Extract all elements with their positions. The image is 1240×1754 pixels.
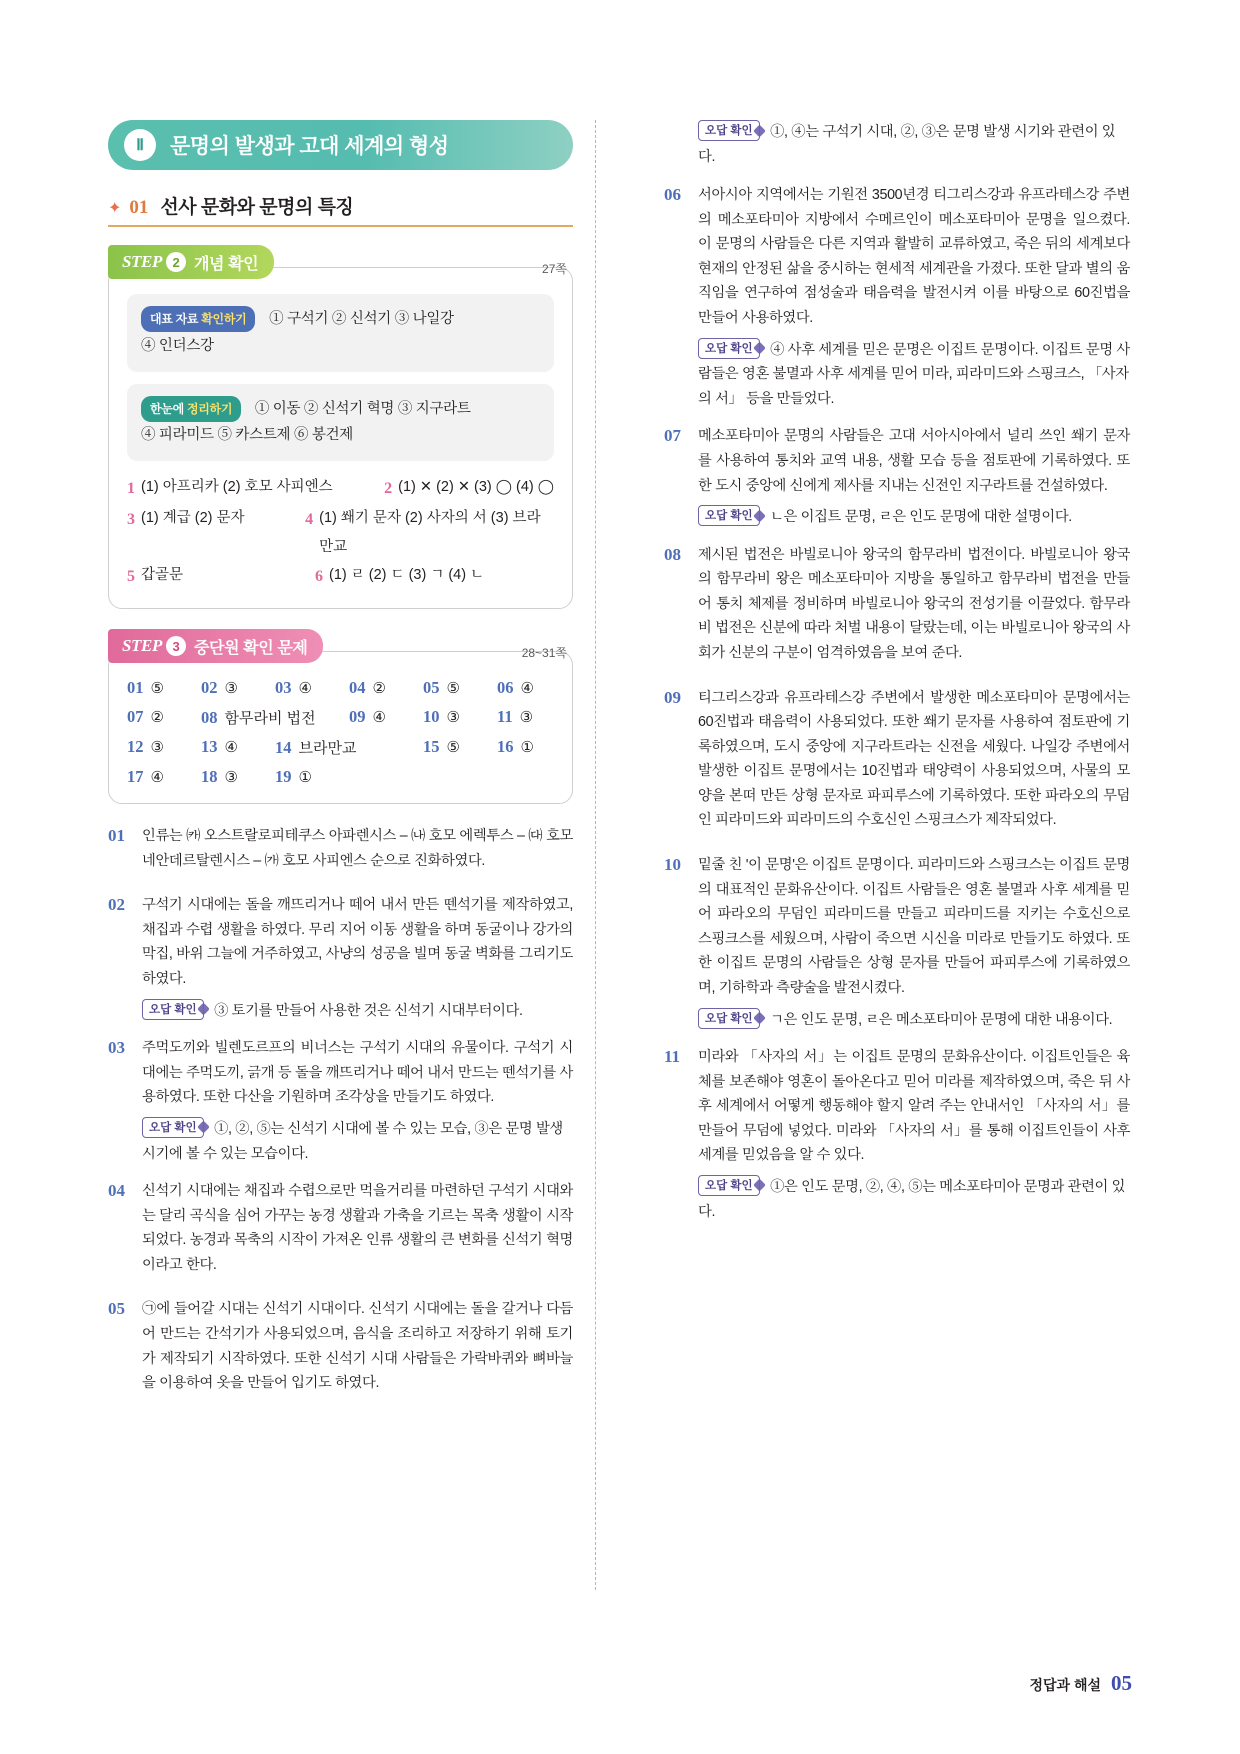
wrong-answer-badge: 오답 확인 bbox=[698, 505, 760, 526]
explanation-body bbox=[698, 424, 1130, 529]
answer-cell bbox=[275, 737, 423, 758]
answer-value: ⑤ bbox=[446, 739, 460, 757]
answer-value: ④ bbox=[298, 680, 312, 698]
step2-tag bbox=[108, 245, 274, 279]
answer-cell bbox=[423, 737, 497, 758]
answer-cell bbox=[497, 707, 533, 728]
explanation-body bbox=[142, 1036, 573, 1166]
explanation-body bbox=[698, 686, 1130, 840]
answer-cell bbox=[127, 707, 201, 728]
answer-value: 함무라비 법전 bbox=[224, 710, 316, 728]
step2-block-1-line1: ① 이동 ② 신석기 혁명 ③ 지구라트 bbox=[254, 400, 471, 417]
page-footer bbox=[1029, 1671, 1132, 1696]
unit-title: 문명의 발생과 고대 세계의 형성 bbox=[170, 135, 449, 158]
explanation-paragraph: 제시된 법전은 바빌로니아 왕국의 함무라비 법전이다. 바빌로니아 왕국의 함무라비 왕은 메소포타미아 지방을 통일하고 함무라비 법전을 만들어 통치 체제를 정비하며 바빌로니아 왕국의 전성기를 이끌었다. 함무라비 법전은 신분에 따라 처벌 내용이 달랐는데, 이는 바빌로니아 왕국의 사회가 신분의 구분이 엄격하였음을 보여 준다. bbox=[698, 546, 1130, 661]
answer-cell bbox=[275, 678, 349, 698]
step2-block-0 bbox=[127, 294, 554, 372]
answer-number: 07 bbox=[127, 707, 144, 727]
explanation-number: 04 bbox=[108, 1181, 125, 1201]
step2-answer-row bbox=[127, 504, 554, 561]
wrong-answer-text: ③ 토기를 만들어 사용한 것은 신석기 시대부터이다. bbox=[214, 1002, 523, 1019]
wrong-answer-text: ㄱ은 인도 문명, ㄹ은 메소포타미아 문명에 대한 내용이다. bbox=[770, 1011, 1113, 1028]
lesson-number: 01 bbox=[129, 197, 149, 218]
step2-block-1-line1-row bbox=[141, 396, 540, 423]
step2-word: STEP bbox=[122, 252, 162, 271]
step2-header bbox=[108, 245, 573, 279]
step2-answer-num: 3 bbox=[127, 511, 135, 529]
answer-cell bbox=[497, 737, 534, 758]
answer-number: 14 bbox=[275, 738, 292, 758]
wrong-answer-text: ①은 인도 문명, ②, ④, ⑤는 메소포타미아 문명과 관련이 있다. bbox=[698, 1178, 1126, 1220]
wrong-answer-badge: 오답 확인 bbox=[142, 999, 204, 1020]
spacer bbox=[664, 120, 698, 169]
step3-tag bbox=[108, 629, 323, 663]
answer-value: ③ bbox=[150, 739, 164, 757]
answer-number: 05 bbox=[423, 678, 440, 698]
answer-value: ① bbox=[298, 769, 312, 787]
answer-value: ② bbox=[372, 680, 386, 698]
answer-cell bbox=[275, 767, 349, 787]
step2-answer-text: 갑골문 bbox=[141, 566, 184, 583]
explanation-number: 02 bbox=[108, 895, 125, 915]
explanation-item bbox=[664, 543, 1130, 673]
answer-cell bbox=[349, 678, 423, 698]
explanation-number: 10 bbox=[664, 855, 681, 875]
wrong-answer-note bbox=[698, 1008, 1130, 1033]
explanation-number: 06 bbox=[664, 185, 681, 205]
step3-body bbox=[108, 651, 573, 804]
explanation-item bbox=[664, 853, 1130, 1032]
step2-block-1-line2: ④ 피라미드 ⑤ 카스트제 ⑥ 봉건제 bbox=[141, 427, 354, 444]
step2-block-1 bbox=[127, 384, 554, 462]
step2-answer-num: 5 bbox=[127, 567, 135, 585]
answer-number: 03 bbox=[275, 678, 292, 698]
step2-answer-text: (1) 아프리카 (2) 호모 사피엔스 bbox=[141, 479, 333, 496]
step2-block bbox=[108, 245, 573, 609]
answer-number: 01 bbox=[127, 678, 144, 698]
step2-answer-num: 6 bbox=[315, 567, 323, 585]
answer-row bbox=[127, 707, 554, 728]
step2-label: 개념 확인 bbox=[193, 255, 259, 273]
step2-answer-row bbox=[127, 561, 554, 592]
explanation-body bbox=[142, 1179, 573, 1284]
step3-digit: 3 bbox=[166, 636, 186, 656]
continued-note bbox=[664, 120, 1130, 169]
answer-cell bbox=[201, 678, 275, 698]
explanation-paragraph: ㉠에 들어갈 시대는 신석기 시대이다. 신석기 시대에는 돌을 갈거나 다듬어 만드는 간석기가 사용되었으며, 음식을 조리하고 저장하기 위해 토기가 제작되기 시작하였다. 또한 신석기 시대 사람들은 가락바퀴와 뼈바늘을 이용하여 옷을 만들어 입기도 하였다. bbox=[142, 1301, 573, 1392]
explanation-number: 07 bbox=[664, 426, 681, 446]
badge-summary bbox=[141, 396, 241, 422]
left-column bbox=[108, 120, 596, 1590]
explanation-body bbox=[142, 893, 573, 1023]
lesson-heading bbox=[108, 192, 573, 227]
step2-block-0-line2: ④ 인더스강 bbox=[141, 337, 214, 354]
step2-block-0-line1: ① 구석기 ② 신석기 ③ 나일강 bbox=[269, 311, 454, 327]
answer-cell bbox=[127, 678, 201, 698]
explanation-paragraph: 서아시아 지역에서는 기원전 3500년경 티그리스강과 유프라테스강 주변의 메소포타미아 지방에서 수메르인이 메소포타미아 문명을 일으켰다. 이 문명의 사람들은 다른 지역과 활발히 교류하였고, 죽은 뒤의 세계보다 현재의 안정된 삶을 중시하는 현세적 세계관을 가졌다. 또한 달과 별의 움직임을 연구하여 점성술과 태음력을 발전시켜 이를 바탕으로 60진법을 만들어 사용하였다. bbox=[698, 187, 1130, 327]
wrong-answer-badge: 오답 확인 bbox=[698, 1008, 760, 1029]
answer-value: ③ bbox=[519, 709, 534, 727]
explanation-body bbox=[142, 1297, 573, 1402]
answer-value: ④ bbox=[224, 739, 238, 757]
wrong-answer-text: ④ 사후 세계를 믿은 문명은 이집트 문명이다. 이집트 문명 사람들은 영혼 불멸과 사후 세계를 믿어 미라, 피라미드와 스핑크스, 「사자의 서」 등을 만들었다. bbox=[698, 341, 1130, 407]
step2-answer-item bbox=[127, 473, 333, 504]
step2-answer-item bbox=[315, 561, 484, 592]
answer-number: 17 bbox=[127, 767, 144, 787]
step2-answer-num: 4 bbox=[305, 511, 314, 529]
step3-page-ref: 28~31쪽 bbox=[521, 646, 567, 661]
answer-value: 브라만교 bbox=[298, 740, 357, 758]
answer-cell bbox=[423, 678, 497, 698]
explanation-item bbox=[664, 1045, 1130, 1224]
explanation-body bbox=[698, 853, 1130, 1032]
step2-answer-text: (1) ✕ (2) ✕ (3) ◯ (4) ◯ bbox=[398, 479, 554, 496]
step2-answer-item bbox=[127, 504, 295, 561]
explanation-number: 01 bbox=[108, 826, 125, 846]
continued-note-body bbox=[698, 120, 1130, 169]
wrong-answer-note bbox=[698, 1175, 1130, 1224]
explanation-body bbox=[698, 1045, 1130, 1224]
answer-number: 11 bbox=[497, 707, 513, 727]
answer-value: ② bbox=[150, 709, 164, 727]
answer-number: 08 bbox=[201, 708, 218, 728]
explanation-paragraph: 신석기 시대에는 채집과 수렵으로만 먹을거리를 마련하던 구석기 시대와는 달리 곡식을 심어 가꾸는 농경 생활과 가축을 기르는 목축 생활이 시작되었다. 농경과 목축의 시작이 가져온 인류 생활의 큰 변화를 신석기 혁명이라고 한다. bbox=[142, 1183, 573, 1273]
step2-page-ref: 27쪽 bbox=[542, 262, 567, 276]
explanation-number: 09 bbox=[664, 687, 681, 707]
unit-banner bbox=[108, 120, 573, 170]
explanation-item bbox=[108, 1179, 573, 1284]
step2-answer-item bbox=[384, 473, 554, 504]
explanation-item bbox=[664, 686, 1130, 840]
explanation-number: 03 bbox=[108, 1038, 125, 1058]
answer-number: 15 bbox=[423, 737, 440, 757]
step3-label: 중단원 확인 문제 bbox=[193, 639, 308, 657]
explanation-paragraph: 구석기 시대에는 돌을 깨뜨리거나 떼어 내서 만든 뗀석기를 제작하였고, 채집과 수렵 생활을 하였다. 무리 지어 이동 생활을 하며 동굴이나 강가의 막집, 바위 그늘에 거주하였고, 사냥의 성공을 빌며 동굴 벽화를 그리기도 하였다. bbox=[142, 897, 573, 988]
explanation-paragraph: 티그리스강과 유프라테스강 주변에서 발생한 메소포타미아 문명에서는 60진법과 태음력이 사용되었다. 또한 쐐기 문자를 사용하여 점토판에 기록하였으며, 도시 중앙에 지구라트라는 신전을 세웠다. 나일강 주변에서 발생한 이집트 문명에서는 10진법과 태양력이 사용되었으며, 사물의 모양을 본떠 만든 상형 문자로 파피루스에 기록하였다. 또한 파라오의 무덤인 피라미드와 피라미드의 수호신인 스핑크스가 제작되었다. bbox=[698, 689, 1130, 829]
wrong-answer-text: ㄴ은 이집트 문명, ㄹ은 인도 문명에 대한 설명이다. bbox=[770, 509, 1072, 526]
answer-cell bbox=[201, 737, 275, 758]
explanations-right bbox=[664, 183, 1130, 1224]
explanation-body bbox=[142, 824, 573, 880]
step2-block-0-line1-row bbox=[141, 306, 540, 333]
wrong-answer-note bbox=[142, 999, 573, 1024]
answer-number: 12 bbox=[127, 737, 144, 757]
step2-answer-item bbox=[305, 504, 554, 561]
badge-main-text: 한눈에 bbox=[150, 401, 184, 416]
answer-value: ③ bbox=[224, 769, 238, 787]
answer-row bbox=[127, 737, 554, 758]
answer-number: 09 bbox=[349, 707, 366, 727]
badge-highlight-text: 정리하기 bbox=[186, 401, 233, 416]
step3-answer-grid bbox=[127, 678, 554, 787]
wrong-answer-note bbox=[698, 120, 1130, 169]
answer-number: 04 bbox=[349, 678, 366, 698]
answer-number: 16 bbox=[497, 737, 514, 757]
explanation-item bbox=[108, 824, 573, 880]
two-column-layout bbox=[108, 120, 1132, 1590]
explanation-paragraph: 메소포타미아 문명의 사람들은 고대 서아시아에서 널리 쓰인 쐐기 문자를 사용하여 통치와 교역 내용, 생활 모습 등을 점토판에 기록하였다. 또한 도시 중앙에 신에게 제사를 지내는 신전인 지구라트를 건설하였다. bbox=[698, 428, 1130, 494]
wrong-answer-badge: 오답 확인 bbox=[698, 1175, 760, 1196]
answer-number: 10 bbox=[423, 707, 440, 727]
unit-number: Ⅱ bbox=[124, 129, 156, 161]
answer-cell bbox=[201, 707, 349, 728]
wrong-answer-note bbox=[698, 505, 1130, 530]
explanation-paragraph: 밑줄 친 '이 문명'은 이집트 문명이다. 피라미드와 스핑크스는 이집트 문명의 대표적인 문화유산이다. 이집트 사람들은 영혼 불멸과 사후 세계를 믿어 파라오의 무덤인 피라미드를 만들고 피라미드를 지키는 수호신으로 스핑크스를 세웠으며, 사람이 죽으면 시신을 미라로 만들기도 하였다. 또한 이집트 문명의 사람들은 상형 문자를 만들어 파피루스에 기록하였으며, 기하학과 측량술을 발전시켰다. bbox=[698, 857, 1130, 996]
explanation-body bbox=[698, 183, 1130, 411]
explanation-body bbox=[698, 543, 1130, 673]
answer-number: 19 bbox=[275, 767, 292, 787]
step2-answer-item bbox=[127, 561, 305, 592]
answer-value: ⑤ bbox=[150, 680, 164, 698]
explanation-number: 11 bbox=[664, 1047, 681, 1067]
wrong-answer-badge: 오답 확인 bbox=[698, 120, 760, 141]
answer-value: ③ bbox=[224, 680, 238, 698]
step3-header bbox=[108, 629, 573, 663]
step3-word: STEP bbox=[122, 636, 162, 656]
answer-value: ③ bbox=[446, 709, 460, 727]
answer-number: 13 bbox=[201, 737, 218, 757]
answer-cell bbox=[423, 707, 497, 728]
answer-cell bbox=[349, 707, 423, 728]
answer-value: ④ bbox=[150, 769, 164, 787]
step2-digit: 2 bbox=[166, 252, 186, 272]
explanation-number: 05 bbox=[108, 1299, 125, 1319]
right-column bbox=[642, 120, 1130, 1590]
explanation-number: 08 bbox=[664, 544, 681, 564]
badge-representative-data bbox=[141, 306, 255, 332]
wrong-answer-badge: 오답 확인 bbox=[142, 1117, 204, 1138]
wrong-answer-text: ①, ②, ⑤는 신석기 시대에 볼 수 있는 모습, ③은 문명 발생 시기에 볼 수 있는 모습이다. bbox=[142, 1120, 563, 1162]
wrong-answer-text: ①, ④는 구석기 시대, ②, ③은 문명 발생 시기와 관련이 있다. bbox=[698, 124, 1116, 165]
step2-answer-row bbox=[127, 473, 554, 504]
explanation-item bbox=[108, 893, 573, 1023]
wrong-answer-note bbox=[698, 338, 1130, 412]
step2-body bbox=[108, 267, 573, 609]
step2-answers bbox=[127, 473, 554, 592]
explanation-item bbox=[108, 1036, 573, 1166]
step2-answer-text: (1) ㄹ (2) ㄷ (3) ㄱ (4) ㄴ bbox=[329, 566, 485, 583]
answer-cell bbox=[127, 737, 201, 758]
answer-value: ④ bbox=[372, 709, 386, 727]
explanations-left bbox=[108, 824, 573, 1403]
answer-cell bbox=[497, 678, 534, 698]
wrong-answer-badge: 오답 확인 bbox=[698, 338, 760, 359]
star-icon: ✦ bbox=[108, 200, 122, 217]
explanation-item bbox=[664, 183, 1130, 411]
step2-answer-text: (1) 쐐기 문자 (2) 사자의 서 (3) 브라만교 bbox=[319, 510, 541, 555]
wrong-answer-note bbox=[142, 1117, 573, 1166]
answer-value: ① bbox=[520, 739, 534, 757]
answer-cell bbox=[201, 767, 275, 787]
answer-value: ④ bbox=[520, 680, 534, 698]
answer-row bbox=[127, 678, 554, 698]
footer-label: 정답과 해설 bbox=[1029, 1677, 1101, 1693]
page-number: 05 bbox=[1111, 1671, 1132, 1695]
step2-answer-num: 1 bbox=[127, 480, 135, 498]
step3-block bbox=[108, 629, 573, 804]
answer-value: ⑤ bbox=[446, 680, 460, 698]
badge-highlight-text: 확인하기 bbox=[201, 312, 247, 327]
step2-answer-num: 2 bbox=[384, 480, 393, 498]
lesson-title: 선사 문화와 문명의 특징 bbox=[160, 197, 354, 218]
explanation-paragraph: 미라와 「사자의 서」는 이집트 문명의 문화유산이다. 이집트인들은 육체를 보존해야 영혼이 돌아온다고 믿어 미라를 제작하였으며, 죽은 뒤 사후 세계에서 어떻게 행동해야 할지 알려 주는 안내서인 「사자의 서」를 만들어 무덤에 넣었다. 미라와 「사자의 서」를 통해 이집트인들이 사후 세계를 믿었음을 알 수 있다. bbox=[698, 1049, 1130, 1164]
step2-answer-text: (1) 계급 (2) 문자 bbox=[141, 510, 245, 527]
answer-number: 02 bbox=[201, 678, 218, 698]
answer-number: 06 bbox=[497, 678, 514, 698]
answer-row bbox=[127, 767, 554, 787]
explanation-paragraph: 주먹도끼와 빌렌도르프의 비너스는 구석기 시대의 유물이다. 구석기 시대에는 주먹도끼, 긁개 등 돌을 깨뜨리거나 떼어 내서 만드는 뗀석기를 사용하였다. 또한 다산을 기원하며 조각상을 만들기도 하였다. bbox=[142, 1040, 573, 1106]
explanation-paragraph: 인류는 ㈘ 오스트랄로피테쿠스 아파렌시스 – ㈏ 호모 에렉투스 – ㈐ 호모 네안데르탈렌시스 – ㈎ 호모 사피엔스 순으로 진화하였다. bbox=[142, 828, 573, 869]
explanation-item bbox=[664, 424, 1130, 529]
answer-cell bbox=[127, 767, 201, 787]
badge-main-text: 대표 자료 bbox=[150, 312, 199, 327]
answer-number: 18 bbox=[201, 767, 218, 787]
explanation-item bbox=[108, 1297, 573, 1402]
